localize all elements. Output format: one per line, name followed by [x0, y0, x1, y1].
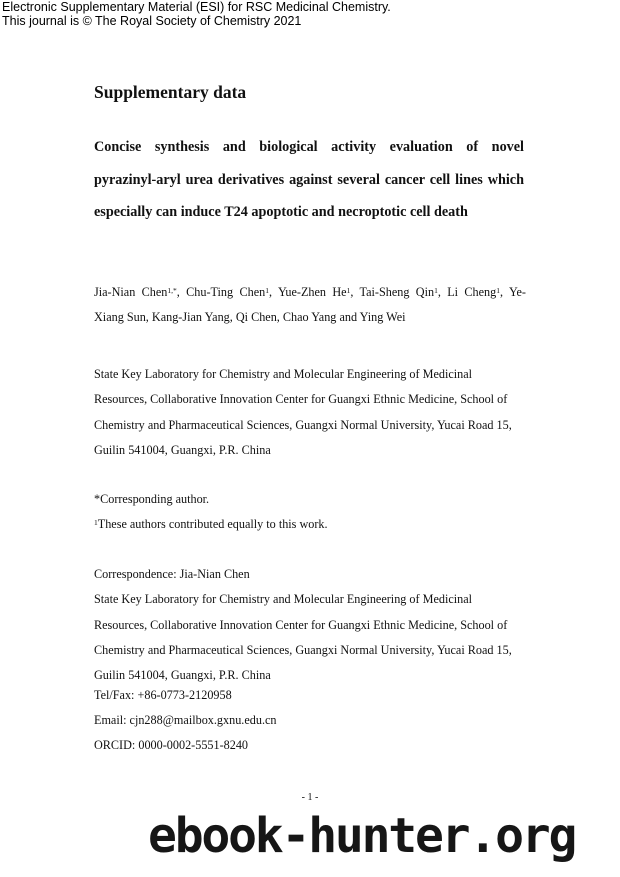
affiliation-line: Resources, Collaborative Innovation Center for Guangxi Ethnic Medicine, School of — [94, 392, 508, 407]
author-affiliation-mark: 1 — [496, 286, 500, 295]
author-separator: , — [268, 285, 278, 299]
orcid: ORCID: 0000-0002-5551-8240 — [94, 738, 249, 752]
supplementary-title: Supplementary data — [94, 82, 247, 102]
author-affiliation-mark: 1,* — [167, 286, 177, 295]
email: Email: cjn288@mailbox.gxnu.edu.cn — [94, 713, 277, 727]
author-list — [94, 283, 526, 333]
author-name: Tai-Sheng Qin — [359, 285, 435, 299]
equal-contribution-text: These authors contributed equally to this work. — [97, 517, 328, 532]
author-affiliation-mark: 1 — [434, 286, 438, 295]
equal-contribution-note — [94, 515, 328, 540]
watermark: ebook-hunter.org — [148, 808, 576, 864]
paper-title — [94, 137, 524, 235]
author-affiliation-mark: 1 — [265, 286, 269, 295]
author-separator: , — [437, 285, 448, 299]
page-number: - 1 - — [301, 792, 319, 803]
affiliation — [94, 365, 512, 466]
correspondence-heading: Correspondence: Jia-Nian Chen — [94, 567, 250, 581]
author-name: Chu-Ting Chen — [186, 285, 266, 299]
paper-title-line: especially can induce T24 apoptotic and necroptotic cell death — [94, 204, 468, 220]
esi-header-line-1: Electronic Supplementary Material (ESI) for RSC Medicinal Chemistry. — [2, 0, 391, 14]
author-affiliation-mark: 1 — [346, 286, 351, 295]
correspondence-address-line: State Key Laboratory for Chemistry and Molecular Engineering of Medicinal — [94, 592, 473, 607]
contact-details — [94, 686, 277, 761]
correspondence — [94, 565, 512, 691]
paper-title-line: pyrazinyl-aryl urea derivatives against several cancer cell lines which — [94, 171, 524, 188]
affiliation-line: Chemistry and Pharmaceutical Sciences, Guangxi Normal University, Yucai Road 15, — [94, 417, 512, 432]
author-notes — [94, 490, 328, 541]
affiliation-line: Guilin 541004, Guangxi, P.R. China — [94, 442, 271, 457]
author-name: Yue-Zhen He — [277, 285, 347, 299]
author-separator: , — [176, 285, 187, 299]
author-separator: , Ye- — [499, 285, 526, 299]
author-name: Li Cheng — [447, 285, 497, 299]
esi-header-line-2: This journal is © The Royal Society of Chemistry 2021 — [2, 14, 302, 28]
corresponding-author-note: *Corresponding author. — [94, 492, 210, 506]
author-separator: , — [350, 285, 360, 299]
equal-contribution-mark: 1 — [94, 518, 98, 528]
paper-title-line: Concise synthesis and biological activity evaluation of novel — [94, 139, 524, 155]
esi-header — [2, 0, 391, 28]
tel-fax: Tel/Fax: +86-0773-2120958 — [94, 688, 232, 702]
author-name: Jia-Nian Chen — [94, 285, 168, 299]
author-line: Xiang Sun, Kang-Jian Yang, Qi Chen, Chao Yang and Ying Wei — [94, 310, 406, 324]
correspondence-address-line: Guilin 541004, Guangxi, P.R. China — [94, 668, 271, 683]
correspondence-address-line: Resources, Collaborative Innovation Center for Guangxi Ethnic Medicine, School of — [94, 617, 508, 632]
author-line — [94, 283, 526, 308]
correspondence-address-line: Chemistry and Pharmaceutical Sciences, Guangxi Normal University, Yucai Road 15, — [94, 642, 512, 657]
affiliation-line: State Key Laboratory for Chemistry and Molecular Engineering of Medicinal — [94, 367, 473, 381]
